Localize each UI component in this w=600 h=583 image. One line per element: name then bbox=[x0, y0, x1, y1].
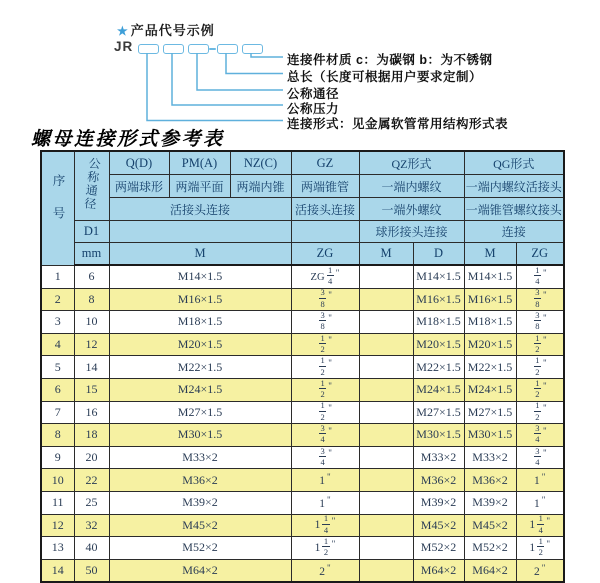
cell-qg-zg: $\frac{1}{2}$ " bbox=[516, 356, 564, 379]
header-nzc: NZ(C) bbox=[230, 151, 291, 175]
header-row-4 bbox=[41, 221, 564, 243]
header-qz-desc1: 一端内螺纹 bbox=[359, 175, 464, 198]
cell-dn: 8 bbox=[74, 288, 109, 311]
header-qg-desc1: 一端内螺纹活接头 bbox=[464, 175, 564, 198]
cell-qz-m bbox=[359, 424, 413, 447]
nut-connection-table bbox=[40, 150, 565, 583]
header-qd: Q(D) bbox=[109, 151, 169, 175]
cell-qg-m: M39×2 bbox=[464, 491, 516, 514]
cell-qz-m bbox=[359, 333, 413, 356]
cell-qz-m bbox=[359, 288, 413, 311]
header-d1-blank bbox=[109, 221, 291, 243]
cell-m: M24×1.5 bbox=[109, 378, 291, 401]
cell-qz-d: M22×1.5 bbox=[413, 356, 464, 379]
cell-qz-d: M14×1.5 bbox=[413, 265, 464, 288]
cell-qz-m bbox=[359, 491, 413, 514]
cell-qg-zg: $\frac{1}{2}$ " bbox=[516, 378, 564, 401]
cell-gz-zg: $\frac{1}{2}$ " bbox=[291, 401, 359, 424]
label-nominal-pressure: 公称压力 bbox=[287, 101, 340, 116]
cell-qg-m: M33×2 bbox=[464, 446, 516, 469]
cell-no: 2 bbox=[41, 288, 74, 311]
cell-qz-m bbox=[359, 446, 413, 469]
cell-qg-m: M24×1.5 bbox=[464, 378, 516, 401]
cell-m: M39×2 bbox=[109, 491, 291, 514]
cell-qz-m bbox=[359, 401, 413, 424]
cell-qz-d: M64×2 bbox=[413, 559, 464, 582]
header-qg-desc2: 一端锥管螺纹接头 bbox=[464, 198, 564, 221]
cell-qg-m: M30×1.5 bbox=[464, 424, 516, 447]
cell-gz-zg: $\frac{1}{2}$ " bbox=[291, 378, 359, 401]
table-title: 螺母连接形式参考表 bbox=[31, 128, 225, 150]
header-row-1 bbox=[41, 151, 564, 175]
cell-dn: 10 bbox=[74, 311, 109, 334]
header-row-5 bbox=[41, 243, 564, 266]
header-qz-form: QZ形式 bbox=[359, 151, 464, 175]
cell-m: M18×1.5 bbox=[109, 311, 291, 334]
cell-no: 7 bbox=[41, 401, 74, 424]
cell-dn: 20 bbox=[74, 446, 109, 469]
cell-gz-zg: 2 " bbox=[291, 559, 359, 582]
star-icon: ★ bbox=[117, 24, 129, 38]
cell-no: 10 bbox=[41, 469, 74, 492]
cell-qz-m bbox=[359, 311, 413, 334]
table-row bbox=[41, 559, 564, 582]
cell-no: 1 bbox=[41, 265, 74, 288]
header-qg-form: QG形式 bbox=[464, 151, 564, 175]
header-qz-desc2: 一端外螺纹 bbox=[359, 198, 464, 221]
header-seq: 序号 bbox=[41, 151, 74, 265]
cell-qz-d: M16×1.5 bbox=[413, 288, 464, 311]
cell-gz-zg: $\frac{3}{8}$ " bbox=[291, 288, 359, 311]
cell-qg-zg: $\frac{1}{4}$ " bbox=[516, 265, 564, 288]
cell-qz-m bbox=[359, 559, 413, 582]
table-row bbox=[41, 514, 564, 537]
table-row bbox=[41, 401, 564, 424]
table-row bbox=[41, 424, 564, 447]
cell-gz-zg: $\frac{3}{4}$ " bbox=[291, 446, 359, 469]
cell-qz-d: M33×2 bbox=[413, 446, 464, 469]
table-row bbox=[41, 265, 564, 288]
cell-dn: 18 bbox=[74, 424, 109, 447]
header-gz-desc: 两端锥管 bbox=[291, 175, 359, 198]
header-qg-m: M bbox=[464, 243, 516, 266]
table-row bbox=[41, 356, 564, 379]
cell-m: M45×2 bbox=[109, 514, 291, 537]
cell-qz-d: M39×2 bbox=[413, 491, 464, 514]
cell-gz-zg: 1 " bbox=[291, 491, 359, 514]
header-qg-zg: ZG bbox=[516, 243, 564, 266]
cell-qg-zg: 1 " bbox=[516, 491, 564, 514]
cell-qz-d: M30×1.5 bbox=[413, 424, 464, 447]
cell-no: 12 bbox=[41, 514, 74, 537]
cell-no: 6 bbox=[41, 378, 74, 401]
cell-no: 9 bbox=[41, 446, 74, 469]
table-row bbox=[41, 378, 564, 401]
cell-qz-m bbox=[359, 537, 413, 560]
cell-dn: 12 bbox=[74, 333, 109, 356]
cell-dn: 32 bbox=[74, 514, 109, 537]
header-mm: mm bbox=[74, 243, 109, 266]
cell-no: 13 bbox=[41, 537, 74, 560]
cell-qg-m: M64×2 bbox=[464, 559, 516, 582]
table-row bbox=[41, 537, 564, 560]
cell-gz-zg: 1 $\frac{1}{2}$ " bbox=[291, 537, 359, 560]
header-d1: D1 bbox=[74, 221, 109, 243]
cell-qz-m bbox=[359, 378, 413, 401]
header-q-desc: 两端球形 bbox=[109, 175, 169, 198]
product-code-prefix: JR bbox=[114, 39, 134, 54]
label-total-length: 总长（长度可根据用户要求定制） bbox=[287, 70, 483, 84]
header-qg-conn: 连接 bbox=[464, 221, 564, 243]
cell-qz-d: M52×2 bbox=[413, 537, 464, 560]
cell-qz-d: M18×1.5 bbox=[413, 311, 464, 334]
cell-qz-m bbox=[359, 469, 413, 492]
table-row bbox=[41, 333, 564, 356]
cell-dn: 16 bbox=[74, 401, 109, 424]
cell-qg-m: M36×2 bbox=[464, 469, 516, 492]
cell-qg-m: M14×1.5 bbox=[464, 265, 516, 288]
cell-gz-zg: $\frac{1}{2}$ " bbox=[291, 356, 359, 379]
cell-qg-m: M20×1.5 bbox=[464, 333, 516, 356]
cell-qg-zg: 1 $\frac{1}{2}$ " bbox=[516, 537, 564, 560]
cell-m: M64×2 bbox=[109, 559, 291, 582]
cell-qg-zg: $\frac{1}{2}$ " bbox=[516, 401, 564, 424]
header-qz-conn: 球形接头连接 bbox=[359, 221, 464, 243]
cell-m: M33×2 bbox=[109, 446, 291, 469]
cell-qz-m bbox=[359, 514, 413, 537]
cell-gz-zg: $\frac{3}{8}$ " bbox=[291, 311, 359, 334]
cell-qg-m: M22×1.5 bbox=[464, 356, 516, 379]
cell-dn: 15 bbox=[74, 378, 109, 401]
cell-no: 11 bbox=[41, 491, 74, 514]
cell-dn: 25 bbox=[74, 491, 109, 514]
cell-qg-m: M52×2 bbox=[464, 537, 516, 560]
cell-qg-zg: $\frac{3}{8}$ " bbox=[516, 288, 564, 311]
header-pm-desc: 两端平面 bbox=[169, 175, 230, 198]
cell-m: M36×2 bbox=[109, 469, 291, 492]
cell-m: M30×1.5 bbox=[109, 424, 291, 447]
label-nominal-diameter: 公称通径 bbox=[287, 86, 340, 101]
table-row bbox=[41, 311, 564, 334]
cell-gz-zg: $\frac{1}{2}$ " bbox=[291, 333, 359, 356]
cell-qz-m bbox=[359, 356, 413, 379]
cell-qz-m bbox=[359, 265, 413, 288]
cell-gz-zg: 1 " bbox=[291, 469, 359, 492]
cell-qg-m: M27×1.5 bbox=[464, 401, 516, 424]
label-connection-form: 连接形式：见金属软管常用结构形式表 bbox=[287, 117, 509, 131]
cell-m: M20×1.5 bbox=[109, 333, 291, 356]
cell-gz-zg: 1 $\frac{1}{4}$ " bbox=[291, 514, 359, 537]
label-material: 连接件材质 c：为碳钢 b：为不锈钢 bbox=[287, 53, 493, 67]
cell-qz-d: M20×1.5 bbox=[413, 333, 464, 356]
cell-qg-m: M18×1.5 bbox=[464, 311, 516, 334]
cell-m: M27×1.5 bbox=[109, 401, 291, 424]
table-row bbox=[41, 446, 564, 469]
header-row-2 bbox=[41, 175, 564, 198]
cell-dn: 14 bbox=[74, 356, 109, 379]
cell-m: M16×1.5 bbox=[109, 288, 291, 311]
header-gz-conn: 活接头连接 bbox=[291, 198, 359, 221]
cell-qg-zg: 1 " bbox=[516, 469, 564, 492]
cell-qz-d: M45×2 bbox=[413, 514, 464, 537]
cell-qg-m: M45×2 bbox=[464, 514, 516, 537]
cell-qg-zg: $\frac{1}{2}$ " bbox=[516, 333, 564, 356]
cell-dn: 22 bbox=[74, 469, 109, 492]
header-gz: GZ bbox=[291, 151, 359, 175]
cell-qg-zg: 1 $\frac{1}{4}$ " bbox=[516, 514, 564, 537]
cell-qg-zg: $\frac{3}{4}$ " bbox=[516, 424, 564, 447]
header-qz-m: M bbox=[359, 243, 413, 266]
header-pma: PM(A) bbox=[169, 151, 230, 175]
table-row bbox=[41, 491, 564, 514]
cell-no: 4 bbox=[41, 333, 74, 356]
cell-m: M14×1.5 bbox=[109, 265, 291, 288]
cell-gz-zg: ZG $\frac{1}{4}$ " bbox=[291, 265, 359, 288]
product-code-diagram bbox=[0, 0, 600, 130]
header-nz-desc: 两端内锥 bbox=[230, 175, 291, 198]
cell-no: 8 bbox=[41, 424, 74, 447]
cell-qz-d: M24×1.5 bbox=[413, 378, 464, 401]
cell-no: 5 bbox=[41, 356, 74, 379]
cell-qz-d: M27×1.5 bbox=[413, 401, 464, 424]
cell-qg-zg: 2 " bbox=[516, 559, 564, 582]
cell-qz-d: M36×2 bbox=[413, 469, 464, 492]
diagram-title-text: 产品代号示例 bbox=[130, 23, 215, 38]
cell-m: M52×2 bbox=[109, 537, 291, 560]
header-zg: ZG bbox=[291, 243, 359, 266]
table-row bbox=[41, 288, 564, 311]
header-m: M bbox=[109, 243, 291, 266]
cell-dn: 40 bbox=[74, 537, 109, 560]
header-gz-blank bbox=[291, 221, 359, 243]
cell-dn: 6 bbox=[74, 265, 109, 288]
header-row-3 bbox=[41, 198, 564, 221]
cell-qg-zg: $\frac{3}{4}$ " bbox=[516, 446, 564, 469]
cell-dn: 50 bbox=[74, 559, 109, 582]
cell-no: 3 bbox=[41, 311, 74, 334]
cell-no: 14 bbox=[41, 559, 74, 582]
cell-qg-m: M16×1.5 bbox=[464, 288, 516, 311]
table-row bbox=[41, 469, 564, 492]
header-qz-d: D bbox=[413, 243, 464, 266]
cell-qg-zg: $\frac{3}{8}$ " bbox=[516, 311, 564, 334]
header-union-conn: 活接头连接 bbox=[109, 198, 291, 221]
header-dn: 公称通径 bbox=[74, 151, 109, 221]
cell-gz-zg: $\frac{3}{4}$ " bbox=[291, 424, 359, 447]
cell-m: M22×1.5 bbox=[109, 356, 291, 379]
